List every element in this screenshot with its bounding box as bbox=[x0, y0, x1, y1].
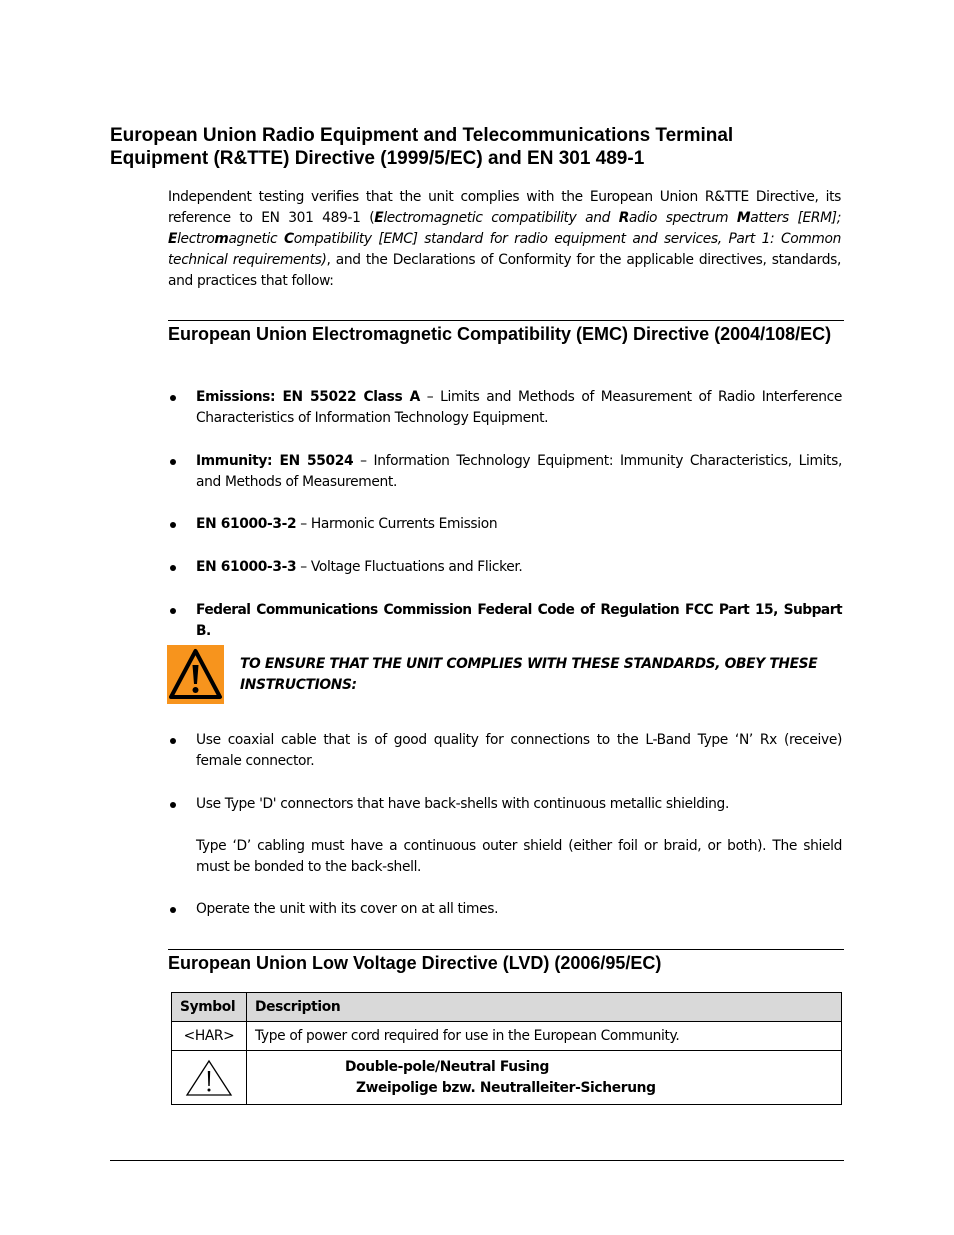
list-item-text: Emissions: EN 55022 Class A – Limits and Methods of Measurement of Radio Interference Characteristics of Information Technology Equipment. bbox=[196, 389, 843, 426]
bullet-icon bbox=[170, 565, 176, 571]
main-heading: European Union Radio Equipment and Telecommunications Terminal Equipment (R&TTE) Directive (1999/5/EC) and EN 301 489-1 bbox=[110, 125, 734, 169]
fusing-text-en: Double-pole/Neutral Fusing bbox=[345, 1058, 549, 1075]
intro-em-r: R bbox=[618, 210, 629, 226]
column-header-description: Description bbox=[247, 993, 842, 1022]
intro-em-text: agnetic bbox=[228, 231, 284, 247]
lvd-table bbox=[171, 992, 842, 1105]
bullet-icon bbox=[170, 907, 176, 913]
bullet-icon bbox=[170, 459, 176, 465]
list-item-text: EN 61000-3-3 – Voltage Fluctuations and Flicker. bbox=[196, 559, 523, 575]
fusing-text-de: Zweipolige bzw. Neutralleiter-Sicherung bbox=[356, 1079, 656, 1096]
symbol-cell: <HAR> bbox=[172, 1022, 247, 1051]
intro-em-m: m bbox=[214, 231, 229, 247]
bullet-icon bbox=[170, 522, 176, 528]
intro-em-text: lectro bbox=[177, 231, 215, 247]
shield-note: Type ‘D’ cabling must have a continuous outer shield (either foil or braid, or both). The shield must be bonded to the back-shell. bbox=[196, 838, 842, 875]
list-item-text: Immunity: EN 55024 – Information Technology Equipment: Immunity Characteristics, Limits, and Methods of Measurement. bbox=[196, 453, 842, 490]
section-divider bbox=[168, 949, 844, 950]
table-row bbox=[172, 1022, 842, 1051]
bullet-icon bbox=[170, 738, 176, 744]
intro-em-m: M bbox=[736, 210, 751, 226]
list-item-text: Operate the unit with its cover on at all times. bbox=[196, 901, 499, 917]
bullet-icon bbox=[170, 802, 176, 808]
intro-em-text: lectromagnetic compatibility and bbox=[383, 210, 619, 226]
intro-em-text: ompatibility [EMC] standard for radio equipment and services, Part 1: Common technical requirements) bbox=[168, 231, 841, 268]
intro-paragraph bbox=[168, 187, 841, 292]
caution-triangle-icon bbox=[184, 1058, 234, 1098]
intro-em-c: C bbox=[283, 231, 294, 247]
intro-em-e: E bbox=[168, 231, 178, 247]
intro-text: , and the Declarations of Conformity for the applicable directives, standards, and practices that follow: bbox=[168, 252, 841, 289]
intro-text: Independent testing verifies that the unit complies with the European Union R&TTE Directive, its reference to EN 301 489-1 ( bbox=[168, 189, 841, 226]
list-item-text: Use Type 'D' connectors that have back-shells with continuous metallic shielding. bbox=[196, 796, 729, 812]
column-header-symbol: Symbol bbox=[172, 993, 247, 1022]
description-cell: Type of power cord required for use in the European Community. bbox=[247, 1022, 842, 1051]
footer-divider bbox=[110, 1160, 844, 1161]
description-cell bbox=[247, 1051, 842, 1105]
intro-em-text: atters [ERM]; bbox=[750, 210, 841, 226]
bullet-icon bbox=[170, 608, 176, 614]
intro-em-text: adio spectrum bbox=[628, 210, 737, 226]
intro-em-e: E bbox=[374, 210, 384, 226]
section-divider bbox=[168, 320, 844, 321]
bullet-icon bbox=[170, 395, 176, 401]
list-item-text: Use coaxial cable that is of good quality for connections to the L-Band Type ‘N’ Rx (receive) female connector. bbox=[196, 732, 842, 769]
emc-heading: European Union Electromagnetic Compatibility (EMC) Directive (2004/108/EC) bbox=[168, 324, 832, 344]
lvd-heading: European Union Low Voltage Directive (LVD) (2006/95/EC) bbox=[168, 953, 662, 973]
table-header-row bbox=[172, 993, 842, 1022]
warning-triangle-icon bbox=[167, 645, 224, 704]
list-item-text: EN 61000-3-2 – Harmonic Currents Emission bbox=[196, 516, 498, 532]
table-row bbox=[172, 1051, 842, 1105]
warning-text: TO ENSURE THAT THE UNIT COMPLIES WITH THESE STANDARDS, OBEY THESE INSTRUCTIONS: bbox=[240, 656, 818, 693]
symbol-cell bbox=[172, 1051, 247, 1105]
list-item-text: Federal Communications Commission Federal Code of Regulation FCC Part 15, Subpart B. bbox=[196, 602, 842, 639]
